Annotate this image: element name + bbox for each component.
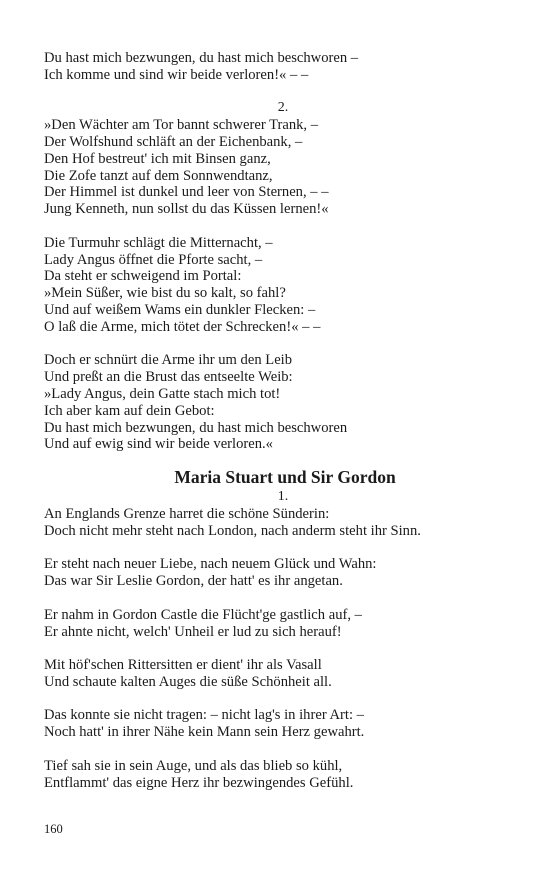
verse-line: An Englands Grenze harret die schöne Sünderin: — [44, 505, 330, 522]
verse-line: Und auf weißem Wams ein dunkler Flecken: – — [44, 301, 316, 318]
verse-line: Du hast mich bezwungen, du hast mich beschworen – — [44, 50, 359, 66]
stanza-gap — [44, 218, 514, 235]
verse-line: Noch hatt' in ihrer Nähe kein Mann sein Herz gewahrt. — [44, 724, 365, 741]
verse-line: Er steht nach neuer Liebe, nach neuem Glück und Wahn: — [44, 556, 377, 573]
verse-line: Und auf ewig sind wir beide verloren.« — [44, 436, 273, 453]
verse-line: Das war Sir Leslie Gordon, der hatt' es ihr angetan. — [44, 573, 343, 590]
verse-line: Und preßt an die Brust das entseelte Weib: — [44, 369, 293, 386]
verse-line: Ich komme und sind wir beide verloren!« – – — [44, 66, 309, 83]
verse-line: Das konnte sie nicht tragen: – nicht lag's in ihrer Art: – — [44, 707, 364, 724]
verse-line: Du hast mich bezwungen, du hast mich beschworen — [44, 419, 348, 436]
poem-title: Maria Stuart und Sir Gordon — [174, 467, 396, 488]
stanza-gap — [44, 741, 514, 758]
verse-line: »Lady Angus, dein Gatte stach mich tot! — [44, 385, 281, 402]
page-number: 160 — [44, 822, 63, 836]
verse-line: Und schaute kalten Auges die süße Schönheit all. — [44, 673, 332, 690]
verse-line: »Den Wächter am Tor bannt schwerer Trank, – — [44, 117, 319, 134]
verse-line: Entflammt' das eigne Herz ihr bezwingendes Gefühl. — [44, 774, 354, 791]
verse-line: Die Zofe tanzt auf dem Sonnwendtanz, — [44, 167, 273, 184]
section-number: 2. — [277, 100, 289, 116]
stanza-gap — [44, 336, 514, 353]
stanza-gap — [44, 691, 514, 708]
verse-line: Mit höf'schen Rittersitten er dient' ihr als Vasall — [44, 657, 322, 674]
poem2-stanza-5 — [44, 707, 514, 741]
poem1-part2-stanza-3 — [44, 352, 514, 453]
stanza-gap — [44, 640, 514, 657]
verse-line: »Mein Süßer, wie bist du so kalt, so fahl? — [44, 285, 286, 302]
poem2-stanza-4 — [44, 657, 514, 691]
section-number: 1. — [277, 489, 289, 505]
verse-line: Ich aber kam auf dein Gebot: — [44, 402, 215, 419]
verse-line: Doch nicht mehr steht nach London, nach anderm steht ihr Sinn. — [44, 522, 421, 539]
verse-line: Jung Kenneth, nun sollst du das Küssen lernen!« — [44, 201, 329, 218]
stanza-gap — [44, 84, 514, 101]
verse-line: Er nahm in Gordon Castle die Flücht'ge gastlich auf, – — [44, 606, 362, 623]
verse-line: Lady Angus öffnet die Pforte sacht, – — [44, 251, 263, 268]
poem2-stanza-6 — [44, 758, 514, 792]
verse-line: Den Hof bestreut' ich mit Binsen ganz, — [44, 150, 271, 167]
verse-line: Der Wolfshund schläft an der Eichenbank, – — [44, 133, 303, 150]
verse-line: Da steht er schweigend im Portal: — [44, 268, 242, 285]
poem1-part2-stanza-2 — [44, 235, 514, 336]
poem1-part2-stanza-1 — [44, 117, 514, 218]
stanza-gap — [44, 540, 514, 557]
poem1-closing-stanza — [44, 50, 514, 84]
verse-line: O laß die Arme, mich tötet der Schrecken!« – – — [44, 318, 321, 335]
poem2-stanza-3 — [44, 607, 514, 641]
poem2-stanza-1 — [44, 506, 514, 540]
verse-line: Tief sah sie in sein Auge, und als das blieb so kühl, — [44, 757, 343, 774]
stanza-gap — [44, 590, 514, 607]
verse-line: Die Turmuhr schlägt die Mitternacht, – — [44, 234, 273, 251]
book-page — [44, 50, 514, 791]
verse-line: Er ahnte nicht, welch' Unheil er lud zu sich herauf! — [44, 623, 342, 640]
verse-line: Doch er schnürt die Arme ihr um den Leib — [44, 352, 293, 369]
poem2-stanza-2 — [44, 556, 514, 590]
verse-line: Der Himmel ist dunkel und leer von Sternen, – – — [44, 184, 329, 201]
